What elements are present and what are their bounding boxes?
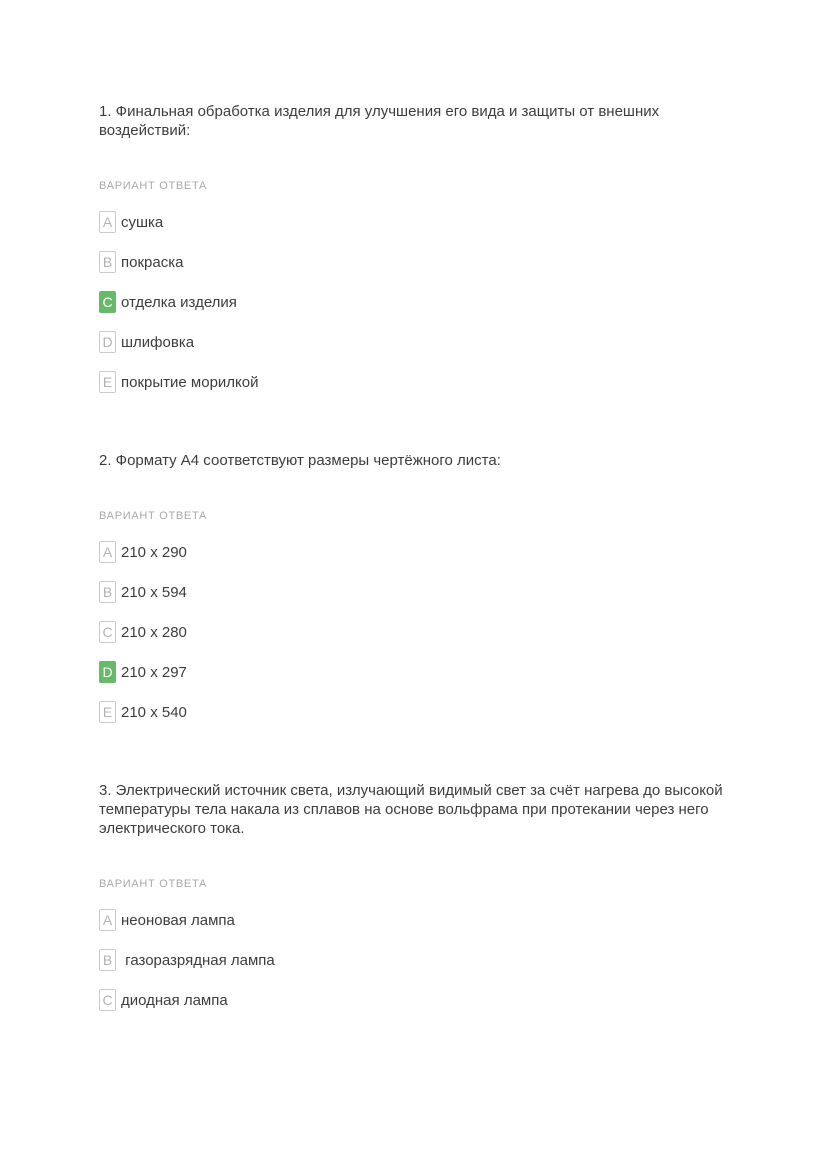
option-letter-badge: B [99, 949, 116, 971]
option-letter-badge: B [99, 251, 116, 273]
option-letter-badge: A [99, 909, 116, 931]
question-block-2 [99, 451, 729, 723]
option-letter-badge: D [99, 331, 116, 353]
answer-option[interactable] [99, 291, 729, 313]
option-letter-badge: C [99, 621, 116, 643]
option-text: 210 x 297 [121, 663, 187, 681]
answer-option[interactable] [99, 541, 729, 563]
option-text: диодная лампа [121, 991, 228, 1009]
answer-variant-label: ВАРИАНТ ОТВЕТА [99, 510, 208, 522]
option-text: газоразрядная лампа [121, 951, 275, 969]
option-text: сушка [121, 213, 164, 231]
answer-option[interactable] [99, 909, 729, 931]
answer-option[interactable] [99, 581, 729, 603]
option-letter-badge: C [99, 989, 116, 1011]
question-title: 2. Формату А4 соответствуют размеры чертёжного листа: [99, 452, 501, 469]
answer-option[interactable] [99, 621, 729, 643]
answer-option[interactable] [99, 331, 729, 353]
answer-variant-label: ВАРИАНТ ОТВЕТА [99, 180, 208, 192]
answer-option[interactable] [99, 661, 729, 683]
option-text: покраска [121, 253, 184, 271]
question-block-3 [99, 781, 729, 1011]
answer-option[interactable] [99, 989, 729, 1011]
option-text: покрытие морилкой [121, 373, 259, 391]
option-text: 210 x 280 [121, 623, 187, 641]
answer-variant-label: ВАРИАНТ ОТВЕТА [99, 878, 208, 890]
question-title: 1. Финальная обработка изделия для улучшения его вида и защиты от внешних воздействий: [99, 103, 660, 139]
answer-option[interactable] [99, 211, 729, 233]
option-text: шлифовка [121, 333, 195, 351]
option-letter-badge: D [99, 661, 116, 683]
option-text: 210 x 290 [121, 543, 187, 561]
quiz-content [99, 102, 729, 1011]
option-letter-badge: A [99, 541, 116, 563]
answer-option[interactable] [99, 949, 729, 971]
option-letter-badge: C [99, 291, 116, 313]
option-text: отделка изделия [121, 293, 237, 311]
option-text: 210 x 594 [121, 583, 187, 601]
option-letter-badge: B [99, 581, 116, 603]
question-title: 3. Электрический источник света, излучающий видимый свет за счёт нагрева до высокой температуры тела накала из сплавов на основе вольфрама при протекании через него электрического тока. [99, 782, 723, 837]
option-letter-badge: A [99, 211, 116, 233]
option-text: неоновая лампа [121, 911, 235, 929]
answer-option[interactable] [99, 251, 729, 273]
option-letter-badge: E [99, 371, 116, 393]
answer-option[interactable] [99, 701, 729, 723]
option-letter-badge: E [99, 701, 116, 723]
option-text: 210 x 540 [121, 703, 187, 721]
answer-option[interactable] [99, 371, 729, 393]
question-block-1 [99, 102, 729, 393]
